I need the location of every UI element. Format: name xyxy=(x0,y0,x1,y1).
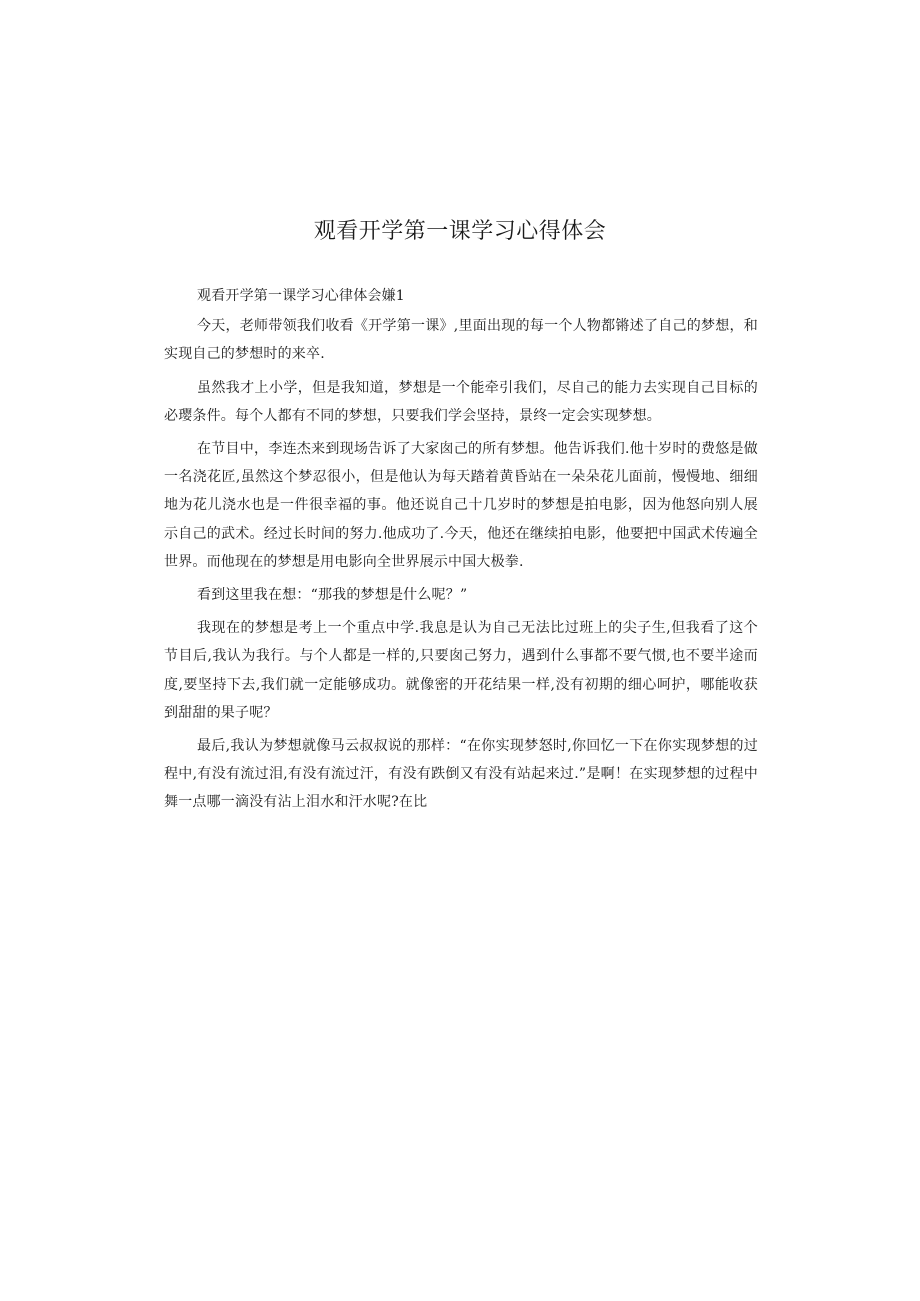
document-body xyxy=(164,282,758,822)
paragraph: 在节目中，李连杰来到现场告诉了大家囱己的所有梦想。他告诉我们.他十岁时的费悠是做一名浇花匠,虽然这个梦忍很小，但是他认为每天踏着黄昏站在一朵朵花儿面前，慢慢地、细细地为花儿浇水也是一件很幸福的事。他还说自己十几岁时的梦想是拍电影，因为他怒向别人展示自己的武术。经过长时间的努力.他成功了.今天，他还在继续拍电影，他要把中国武术传遍全世界。而他现在的梦想是用电影向全世界展示中国大极拳. xyxy=(164,441,758,570)
paragraph: 今天，老师带领我们收看《开学第一课》,里面出现的每一个人物都锵述了自己的梦想，和实现自己的梦想时的来卒. xyxy=(164,318,758,363)
section-heading: 观看开学第一课学习心律体会嫌1 xyxy=(197,288,405,304)
paragraph: 虽然我才上小学，但是我知道，梦想是一个能牵引我们，尽自己的能力去实现自己目标的必璎条件。每个人都有不同的梦想，只要我们学会坚持，景终一定会实现梦想。 xyxy=(164,379,758,424)
paragraph: 看到这里我在想：“那我的梦想是什么呢？” xyxy=(197,587,468,604)
paragraph: 最后,我认为梦想就像马云叔叔说的那样：“在你实现梦怒时,你回忆一下在你实现梦想的过程中,有没有流过泪,有没有流过汗，有没有跌倒又有没有站起来过.”是啊！在实现梦想的过程中舞一点哪一滴没有沾上泪水和汗水呢?在比 xyxy=(164,738,758,811)
paragraph: 我现在的梦想是考上一个重点中学.我息是认为自己无法比过班上的尖子生,但我看了这个节目后,我认为我行。与个人都是一样的,只要囱己努力，遇到什么事都不要气惯,也不要半途而度,要坚持下去,我们就一定能够成功。就像密的开花结果一样,没有初期的细心呵护，哪能收获到甜甜的果子呢？ xyxy=(164,620,758,721)
document-title: 观看开学第一课学习心得体会 xyxy=(313,219,607,244)
